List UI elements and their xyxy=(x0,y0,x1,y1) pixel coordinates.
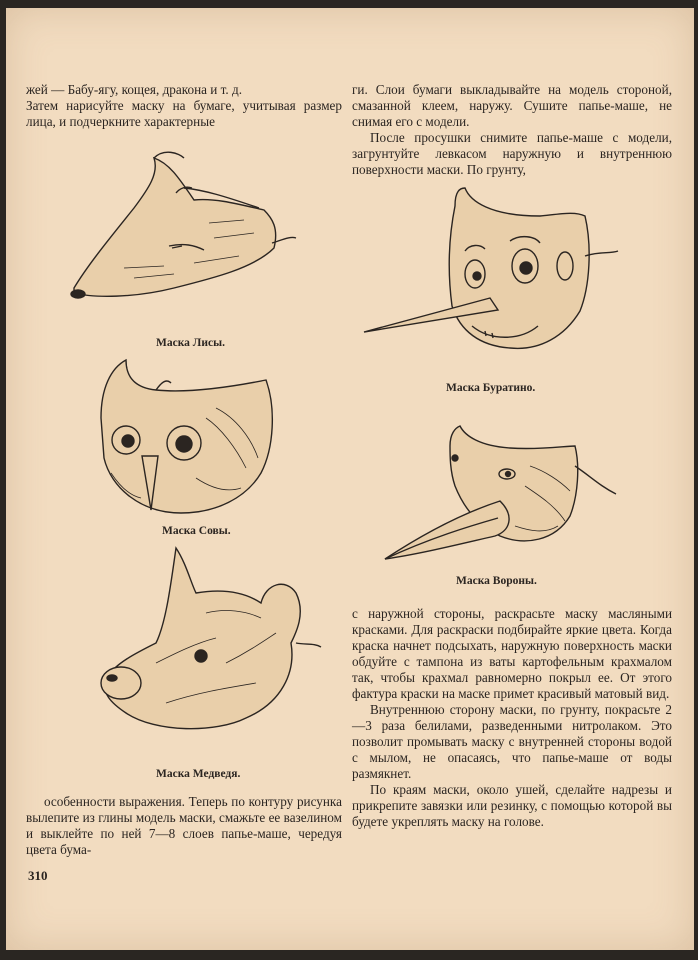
right-top-text xyxy=(352,82,672,178)
paragraph: ги. Слои бумаги выкладывайте на модель стороной, смазанной клеем, наружу. Сушите папье-маше, не снимая его с модели. xyxy=(352,82,672,129)
paragraph: жей — Бабу-ягу, кощея, дракона и т. д. xyxy=(26,82,243,97)
page-number: 310 xyxy=(28,868,48,883)
paragraph: с наружной стороны, раскрасьте маску масляными красками. Для раскраски подбирайте яркие цвета. Когда краска начнет подсыхать, наружную поверхность маски обдуйте с тампона из ваты картофельным крахмалом так, чтобы крахмал равномерно покрыл ее. От этого фактура краски на маске примет красивый матовый вид. xyxy=(352,606,672,701)
bear-mask-illustration xyxy=(96,543,326,743)
caption-crow: Маска Вороны. xyxy=(456,575,537,587)
crow-mask-illustration xyxy=(380,426,620,576)
book-page xyxy=(6,8,694,950)
left-top-text xyxy=(26,82,342,130)
paragraph: После просушки снимите папье-маше с модели, загрунтуйте левкасом наружную и внутреннюю поверхности маски. По грунту, xyxy=(352,130,672,177)
caption-pinocchio: Маска Буратино. xyxy=(446,382,536,394)
caption-fox: Маска Лисы. xyxy=(156,337,225,349)
owl-mask-illustration xyxy=(96,358,276,518)
right-bottom-text xyxy=(352,606,672,830)
fox-mask-illustration xyxy=(64,148,304,308)
caption-owl: Маска Совы. xyxy=(162,525,231,537)
pinocchio-mask-illustration xyxy=(360,186,620,356)
paragraph: Затем нарисуйте маску на бумаге, учитывая размер лица, и подчеркните характерные xyxy=(26,98,342,129)
paragraph: Внутреннюю сторону маски, по грунту, покрасьте 2—3 раза белилами, разведенными нитролаком. Это позволит промывать маску с внутренней стороны водой с мылом, не опасаясь, что папье-маше от воды размякнет. xyxy=(352,702,672,781)
paragraph: особенности выражения. Теперь по контуру рисунка вылепите из глины модель маски, смажьте ее вазелином и выклейте по ней 7—8 слоев папье-маше, чередуя цвета бума- xyxy=(26,794,342,857)
caption-bear: Маска Медведя. xyxy=(156,768,241,780)
left-bottom-text xyxy=(26,794,342,858)
paragraph: По краям маски, около ушей, сделайте надрезы и прикрепите завязки или резинку, с помощью которой вы будете укреплять маску на голове. xyxy=(352,782,672,829)
